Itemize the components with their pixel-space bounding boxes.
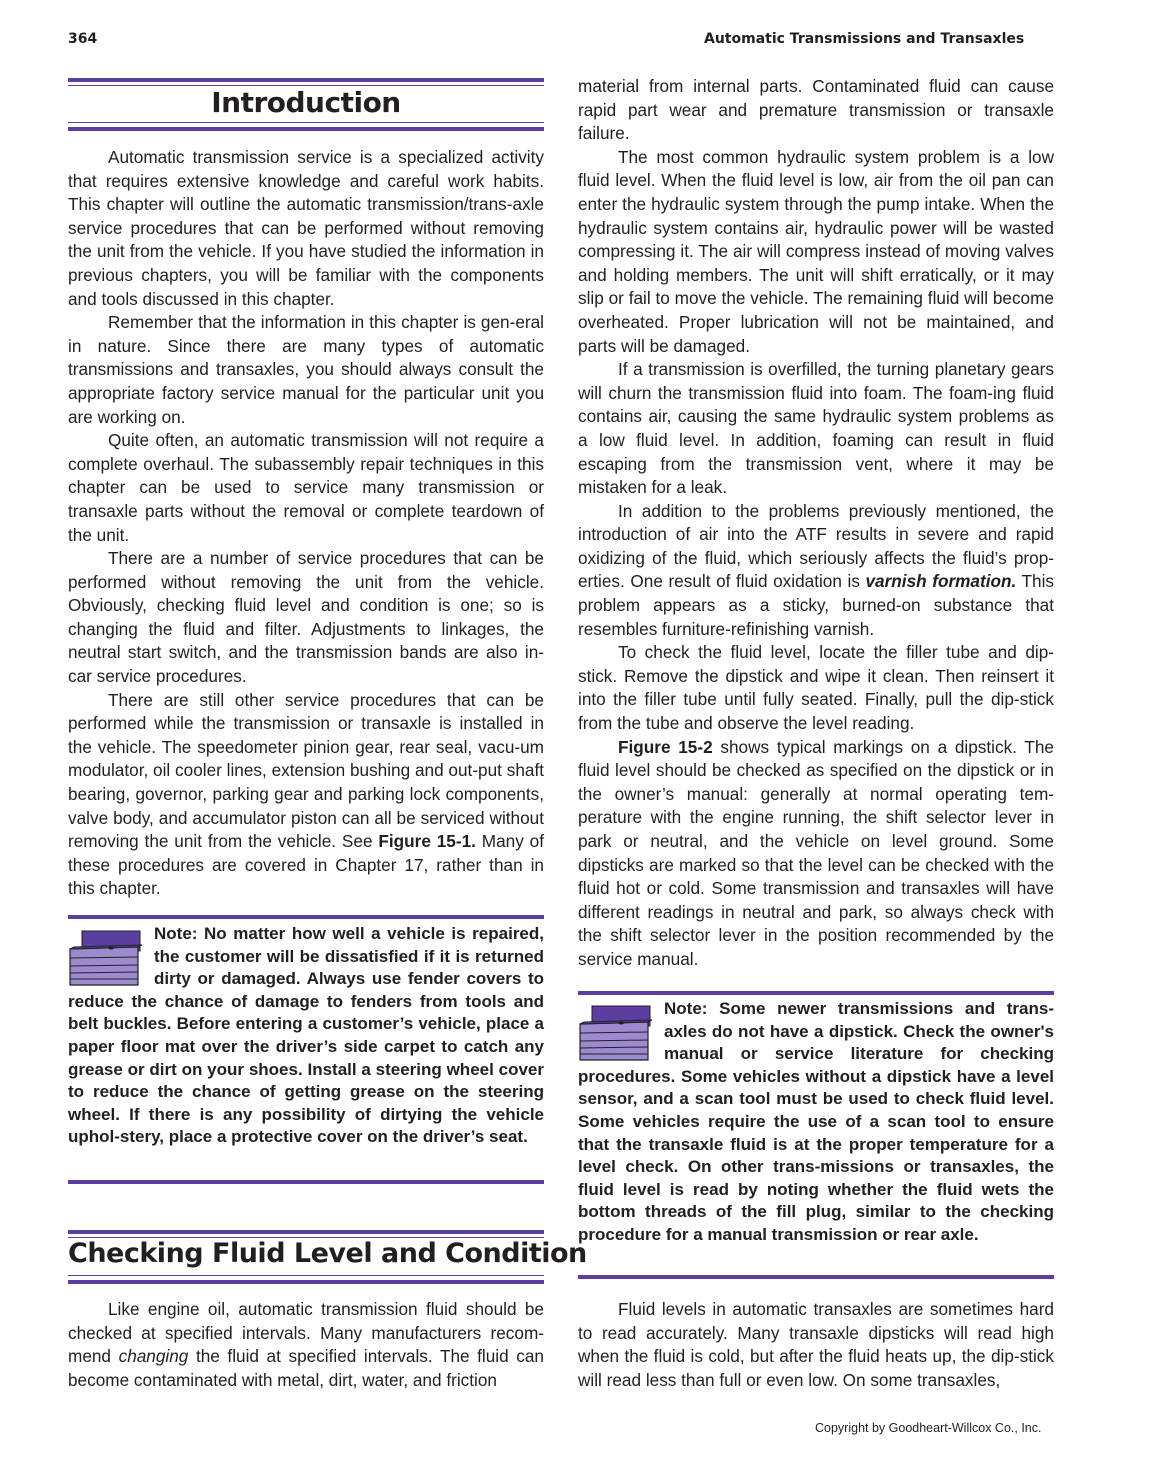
checking-body [68, 1298, 544, 1392]
copyright-footer: Copyright by Goodheart-Willcox Co., Inc. [815, 1421, 1042, 1435]
toolbox-icon [68, 929, 146, 987]
emphasis: changing [118, 1346, 189, 1367]
paragraph: Fluid levels in automatic transaxles are sometimes hard to read accurately. Many transaxle dipsticks will read high when the fluid is cold, but after the fluid heats up, the dip-stick will read less than full or even low. On some transaxles, [578, 1299, 1054, 1390]
section-heading-introduction: Introduction [211, 86, 401, 119]
rule [68, 127, 544, 131]
rule [68, 1280, 544, 1284]
text: In addition to the problems previously mentioned, the introduction of air into the ATF results in severe and rapid oxidizing of the fluid, which seriously affects the fluid’s prop-erties. One result of fluid oxidation is [578, 500, 1054, 592]
note-text: Note: Some newer transmissions and trans-axles do not have a dipstick. Check the owner's manual or service literature for checking procedures. Some vehicles without a dipstick have a level sensor, and a scan tool must be used to check fluid level. Some vehicles require the use of a scan tool to ensure that the transaxle fluid is at the proper temperature for a level check. On other trans-missions or transaxles, the fluid level is read by noting whether the fluid wets the bottom threads of the fill plug, similar to the checking procedure for a manual transmission or rear axle. [578, 999, 1054, 1244]
paragraph [68, 1298, 544, 1392]
figure-reference: Figure 15-2 [618, 736, 713, 757]
rule [578, 1275, 1054, 1279]
text: the fluid at specified intervals. The fluid can become contaminated with metal, dirt, water, and friction [68, 1346, 544, 1390]
text: shows typical markings on a dipstick. The fluid level should be checked as specified on the dipstick or in the owner’s manual: generally at normal operating tem-perature with the engine running, the shift selector lever in park or neutral, and the vehicle on level ground. Some dipsticks are marked so that the level can be checked with the fluid hot or cold. Some transmission and transaxles will have different readings in neutral and park, so always check with the shift selector lever in the position recommended by the service manual. [578, 736, 1054, 969]
right-body-continued [578, 1298, 1054, 1392]
text: This problem appears as a sticky, burned-on substance that resembles furniture-refinishing varnish. [578, 571, 1054, 639]
text: Many of these procedures are covered in Chapter 17, rather than in this chapter. [68, 831, 544, 899]
paragraph: material from internal parts. Contaminated fluid can cause rapid part wear and premature transmission or transaxle failure. [578, 76, 1054, 144]
rule [68, 78, 544, 82]
paragraph [578, 500, 1054, 642]
paragraph: To check the fluid level, locate the filler tube and dip-stick. Remove the dipstick and wipe it clean. Then reinsert it into the filler tube until fully seated. Finally, pull the dip-stick from the tube and observe the level reading. [578, 642, 1054, 734]
paragraph: Quite often, an automatic transmission will not require a complete overhaul. The subassembly repair techniques in this chapter can be used to service many transmission or transaxle parts without the removal or complete teardown of the unit. [68, 430, 544, 545]
paragraph: There are a number of service procedures that can be performed without removing the unit from the vehicle. Obviously, checking fluid level and condition is one; so is changing the fluid and filter. Adjustments to linkages, the neutral start switch, and the transmission bands are also in-car service procedures. [68, 548, 544, 687]
note-box [578, 998, 1054, 1247]
introduction-body [68, 146, 544, 901]
figure-reference: Figure 15-1. [378, 831, 476, 852]
note-box [68, 923, 544, 1149]
rule [578, 991, 1054, 995]
paragraph: If a transmission is overfilled, the turning planetary gears will churn the transmission fluid into foam. The foam-ing fluid contains air, causing the same hydraulic system problems as a low fluid level. In addition, foaming can result in fluid escaping from the transmission vent, where it may be mistaken for a leak. [578, 359, 1054, 498]
paragraph: The most common hydraulic system problem is a low fluid level. When the fluid level is low, air from the oil pan can enter the hydraulic system through the pump intake. When the hydraulic system contains air, hydraulic power will be wasted compressing it. The air will compress instead of moving valves and holding members. The unit will shift erratically, or it may slip or fail to move the vehicle. The remaining fluid will become overheated. Proper lubrication will not be maintained, and parts will be damaged. [578, 146, 1054, 356]
rule [68, 1230, 544, 1234]
paragraph [578, 736, 1054, 972]
toolbox-icon [578, 1004, 656, 1062]
section-heading-checking-fluid: Checking Fluid Level and Condition [68, 1238, 587, 1269]
page-number: 364 [68, 31, 98, 47]
right-body [578, 75, 1054, 972]
paragraph: Remember that the information in this chapter is gen-eral in nature. Since there are many types of automatic transmissions and transaxles, you should always consult the appropriate factory service manual for the particular unit you are working on. [68, 312, 544, 427]
running-title: Automatic Transmissions and Transaxles [704, 31, 1025, 47]
key-term: varnish formation. [865, 571, 1017, 592]
rule [68, 1180, 544, 1184]
rule [68, 915, 544, 919]
paragraph: Automatic transmission service is a specialized activity that requires extensive knowledge and careful work habits. This chapter will outline the automatic transmission/trans-axle service procedures that can be performed without removing the unit from the vehicle. If you have studied the information in previous chapters, you will be familiar with the components and tools discussed in this chapter. [68, 147, 544, 309]
text: There are still other service procedures that can be performed while the transmission or transaxle is installed in the vehicle. The speedometer pinion gear, rear seal, vacu-um modulator, oil cooler lines, extension bushing and out-put shaft bearing, governor, parking gear and parking lock components, valve body, and accumulator piston can all be serviced without removing the unit from the vehicle. See [68, 689, 544, 852]
paragraph [68, 689, 544, 901]
text: Like engine oil, automatic transmission fluid should be checked at specified intervals. Many manufacturers recom-mend [68, 1299, 544, 1367]
note-text: Note: No matter how well a vehicle is repaired, the customer will be dissatisfied if it is returned dirty or damaged. Always use fender covers to reduce the chance of damage to fenders from tools and belt buckles. Before entering a customer’s vehicle, place a paper floor mat over the driver’s side carpet to catch any grease or dirt on your shoes. Install a steering wheel cover to reduce the chance of getting grease on the steering wheel. If there is any possibility of dirtying the vehicle uphol-stery, place a protective cover on the driver’s seat. [68, 924, 544, 1147]
